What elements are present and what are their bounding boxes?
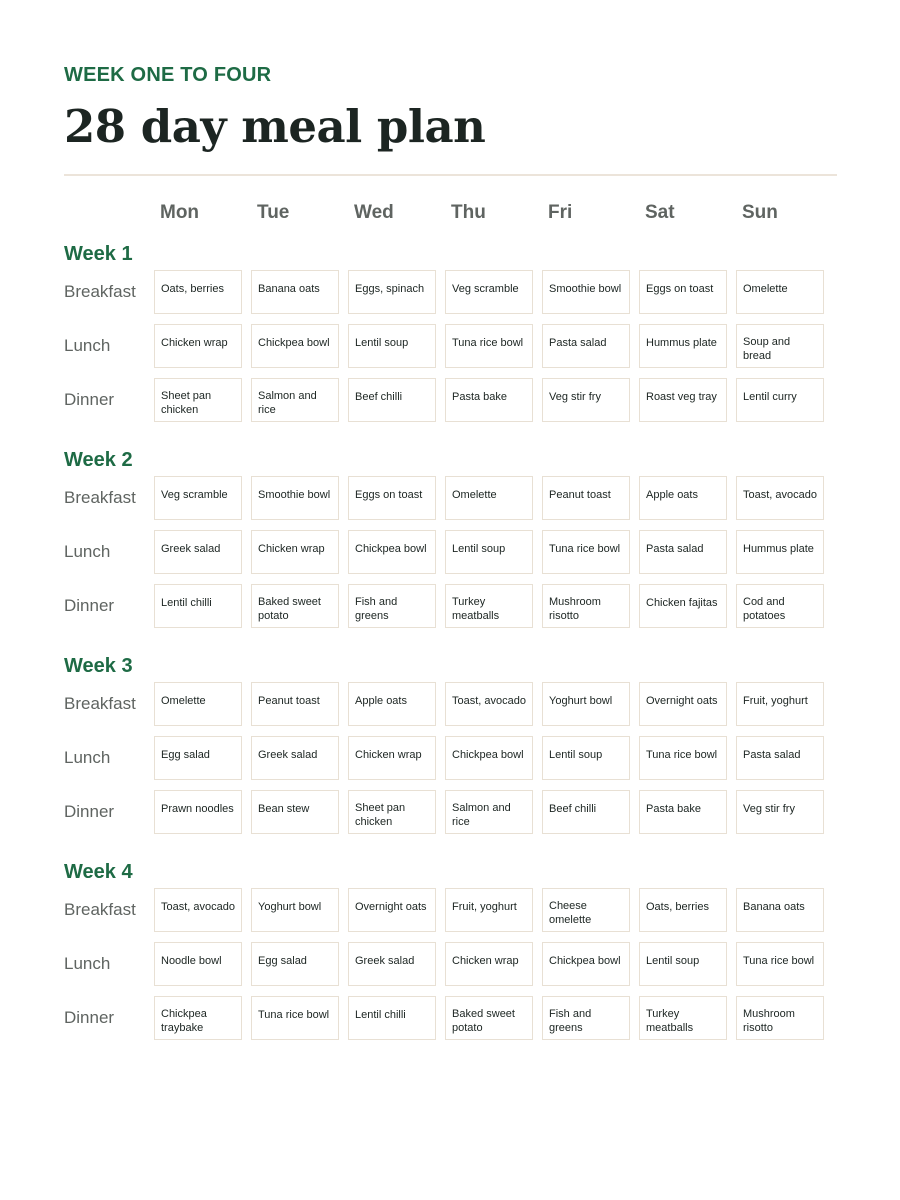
meal-cell [251,942,339,986]
meal-text: Chickpea bowl [549,955,621,967]
meal-cell [154,476,242,520]
meal-cell [445,736,533,780]
meal-cell [251,530,339,574]
meal-text: Beef chilli [549,803,597,815]
meal-cell [348,584,436,628]
meal-text: Peanut toast [258,695,320,707]
page-title: 28 day meal plan [64,100,486,153]
meal-text: Chicken fajitas [646,597,718,609]
meal-label: Dinner [64,390,115,409]
meal-text: Lentil chilli [161,597,212,609]
meal-cell [542,888,630,932]
meal-text: Toast, avocado [743,489,817,501]
week-block [64,448,837,638]
meal-text: Greek salad [355,955,415,967]
meal-cell [445,324,533,368]
meal-cell [348,888,436,932]
meal-cell [736,270,824,314]
meal-text: Tuna rice bowl [646,749,718,761]
meal-cell [154,378,242,422]
meal-text: Veg stir fry [549,391,601,403]
meal-cell [639,736,727,780]
meal-cell [736,736,824,780]
meal-cell [639,584,727,628]
meal-label: Lunch [64,748,111,767]
meal-cell [542,584,630,628]
meal-text: Smoothie bowl [549,283,622,295]
meal-text: Baked sweet potato [258,595,321,622]
meal-cell [542,682,630,726]
meal-text: Chickpea bowl [452,749,524,761]
meal-label: Breakfast [64,694,136,713]
meal-cell [542,324,630,368]
meal-cell [639,942,727,986]
day-header-sun: Sun [742,202,778,223]
meal-text: Veg stir fry [743,803,795,815]
meal-cell [736,584,824,628]
meal-cell [736,530,824,574]
meal-cell [445,942,533,986]
meal-cell [542,530,630,574]
meal-text: Lentil curry [743,391,797,403]
meal-text: Egg salad [258,955,307,967]
meal-text: Apple oats [646,489,698,501]
meal-cell [251,996,339,1040]
meal-cell [251,790,339,834]
meal-cell [542,996,630,1040]
meal-cell [542,378,630,422]
meal-label: Breakfast [64,488,136,507]
meal-text: Banana oats [258,283,320,295]
meal-row-dinner [64,790,837,836]
meal-text: Fruit, yoghurt [452,901,517,913]
page-subtitle: WEEK ONE TO FOUR [64,64,272,86]
meal-text: Pasta salad [646,543,704,555]
day-header-sat: Sat [645,202,675,223]
meal-text: Prawn noodles [161,803,234,815]
meal-cell [639,324,727,368]
meal-text: Peanut toast [549,489,611,501]
meal-text: Lentil soup [355,337,409,349]
meal-label: Lunch [64,542,111,561]
meal-row-lunch [64,530,837,576]
week-label: Week 1 [64,243,133,265]
meal-text: Toast, avocado [161,901,235,913]
meal-cell [445,270,533,314]
meal-text: Eggs, spinach [355,283,425,295]
meal-text: Baked sweet potato [452,1007,515,1034]
week-block [64,654,837,844]
meal-text: Bean stew [258,803,310,815]
meal-cell [154,270,242,314]
meal-cell [154,530,242,574]
meal-text: Noodle bowl [161,955,222,967]
meal-text: Tuna rice bowl [258,1009,330,1021]
meal-row-breakfast [64,270,837,316]
meal-text: Chickpea bowl [355,543,427,555]
meal-text: Cheese omelette [549,899,592,926]
meal-cell [348,736,436,780]
meal-cell [251,476,339,520]
meal-row-dinner [64,996,837,1042]
meal-cell [348,476,436,520]
week-block [64,860,837,1050]
meal-label: Lunch [64,954,111,973]
week-label: Week 2 [64,449,133,471]
meal-cell [251,584,339,628]
meal-cell [154,324,242,368]
meal-text: Omelette [161,695,206,707]
meal-text: Tuna rice bowl [743,955,815,967]
meal-cell [736,324,824,368]
meal-text: Eggs on toast [355,489,423,501]
meal-cell [251,682,339,726]
meal-cell [154,736,242,780]
meal-cell [348,324,436,368]
meal-label: Dinner [64,802,115,821]
meal-cell [542,476,630,520]
meal-cell [154,942,242,986]
meal-text: Fruit, yoghurt [743,695,808,707]
meal-row-dinner [64,584,837,630]
meal-cell [348,942,436,986]
title-divider [64,174,837,176]
meal-text: Soup and bread [743,335,791,362]
meal-cell [445,790,533,834]
meal-cell [639,888,727,932]
meal-text: Overnight oats [355,901,427,913]
meal-label: Dinner [64,596,115,615]
meal-cell [348,790,436,834]
meal-row-lunch [64,942,837,988]
meal-cell [736,378,824,422]
meal-cell [542,942,630,986]
meal-text: Veg scramble [161,489,228,501]
day-header-thu: Thu [451,202,486,223]
meal-text: Apple oats [355,695,407,707]
meal-cell [445,682,533,726]
meal-cell [736,476,824,520]
day-header-fri: Fri [548,202,573,223]
week-block [64,242,837,432]
meal-text: Greek salad [161,543,221,555]
meal-cell [542,736,630,780]
meal-text: Chickpea traybake [161,1007,207,1034]
meal-text: Overnight oats [646,695,718,707]
meal-text: Banana oats [743,901,805,913]
meal-text: Fish and greens [355,595,398,622]
meal-text: Oats, berries [646,901,709,913]
meal-cell [251,736,339,780]
meal-text: Omelette [743,283,788,295]
meal-cell [251,324,339,368]
meal-cell [542,270,630,314]
meal-cell [445,530,533,574]
meal-text: Turkey meatballs [452,595,500,622]
meal-text: Hummus plate [646,337,717,349]
meal-cell [639,790,727,834]
meal-cell [154,790,242,834]
meal-cell [736,682,824,726]
meal-row-breakfast [64,682,837,728]
meal-cell [154,888,242,932]
meal-text: Chicken wrap [161,337,228,349]
meal-text: Yoghurt bowl [258,901,322,913]
meal-cell [445,584,533,628]
meal-text: Pasta salad [743,749,801,761]
meal-cell [348,530,436,574]
meal-cell [445,476,533,520]
meal-cell [736,790,824,834]
meal-cell [639,682,727,726]
meal-text: Chicken wrap [355,749,422,761]
meal-cell [445,888,533,932]
meal-cell [348,682,436,726]
meal-cell [154,682,242,726]
meal-text: Egg salad [161,749,210,761]
day-header-row [64,202,837,232]
meal-text: Lentil soup [646,955,700,967]
meal-cell [639,378,727,422]
meal-text: Roast veg tray [646,391,717,403]
meal-row-lunch [64,324,837,370]
meal-text: Lentil soup [452,543,506,555]
meal-text: Toast, avocado [452,695,526,707]
meal-text: Tuna rice bowl [549,543,621,555]
meal-text: Mushroom risotto [743,1007,795,1034]
meal-text: Hummus plate [743,543,814,555]
meal-text: Omelette [452,489,497,501]
meal-text: Cod and potatoes [743,595,786,622]
meal-cell [736,996,824,1040]
meal-text: Pasta bake [452,391,508,403]
meal-cell [445,996,533,1040]
meal-text: Sheet pan chicken [355,801,406,828]
week-label: Week 4 [64,861,133,883]
meal-text: Salmon and rice [452,801,511,828]
meal-text: Mushroom risotto [549,595,601,622]
meal-text: Pasta salad [549,337,607,349]
day-header-tue: Tue [257,202,290,223]
meal-text: Salmon and rice [258,389,317,416]
meal-label: Breakfast [64,282,136,301]
meal-cell [542,790,630,834]
meal-text: Tuna rice bowl [452,337,524,349]
meal-label: Lunch [64,336,111,355]
meal-text: Chickpea bowl [258,337,330,349]
meal-cell [639,476,727,520]
meal-text: Smoothie bowl [258,489,331,501]
meal-cell [639,270,727,314]
meal-label: Dinner [64,1008,115,1027]
meal-cell [736,888,824,932]
meal-text: Turkey meatballs [646,1007,694,1034]
meal-cell [639,996,727,1040]
meal-label: Breakfast [64,900,136,919]
meal-text: Lentil soup [549,749,603,761]
meal-text: Sheet pan chicken [161,389,212,416]
meal-text: Veg scramble [452,283,519,295]
meal-text: Pasta bake [646,803,702,815]
meal-row-breakfast [64,888,837,934]
meal-text: Beef chilli [355,391,403,403]
meal-text: Greek salad [258,749,318,761]
meal-plan-page [64,62,837,1034]
meal-cell [348,270,436,314]
meal-text: Oats, berries [161,283,224,295]
meal-cell [348,378,436,422]
meal-row-dinner [64,378,837,424]
meal-cell [445,378,533,422]
meal-row-lunch [64,736,837,782]
meal-text: Chicken wrap [258,543,325,555]
meal-text: Fish and greens [549,1007,592,1034]
meal-cell [639,530,727,574]
meal-cell [251,378,339,422]
meal-text: Chicken wrap [452,955,519,967]
week-label: Week 3 [64,655,133,677]
meal-text: Eggs on toast [646,283,714,295]
meal-cell [154,996,242,1040]
meal-row-breakfast [64,476,837,522]
meal-cell [348,996,436,1040]
meal-text: Yoghurt bowl [549,695,613,707]
meal-cell [154,584,242,628]
meal-cell [251,888,339,932]
meal-cell [736,942,824,986]
meal-cell [251,270,339,314]
day-header-wed: Wed [354,202,394,223]
meal-text: Lentil chilli [355,1009,406,1021]
day-header-mon: Mon [160,202,200,223]
